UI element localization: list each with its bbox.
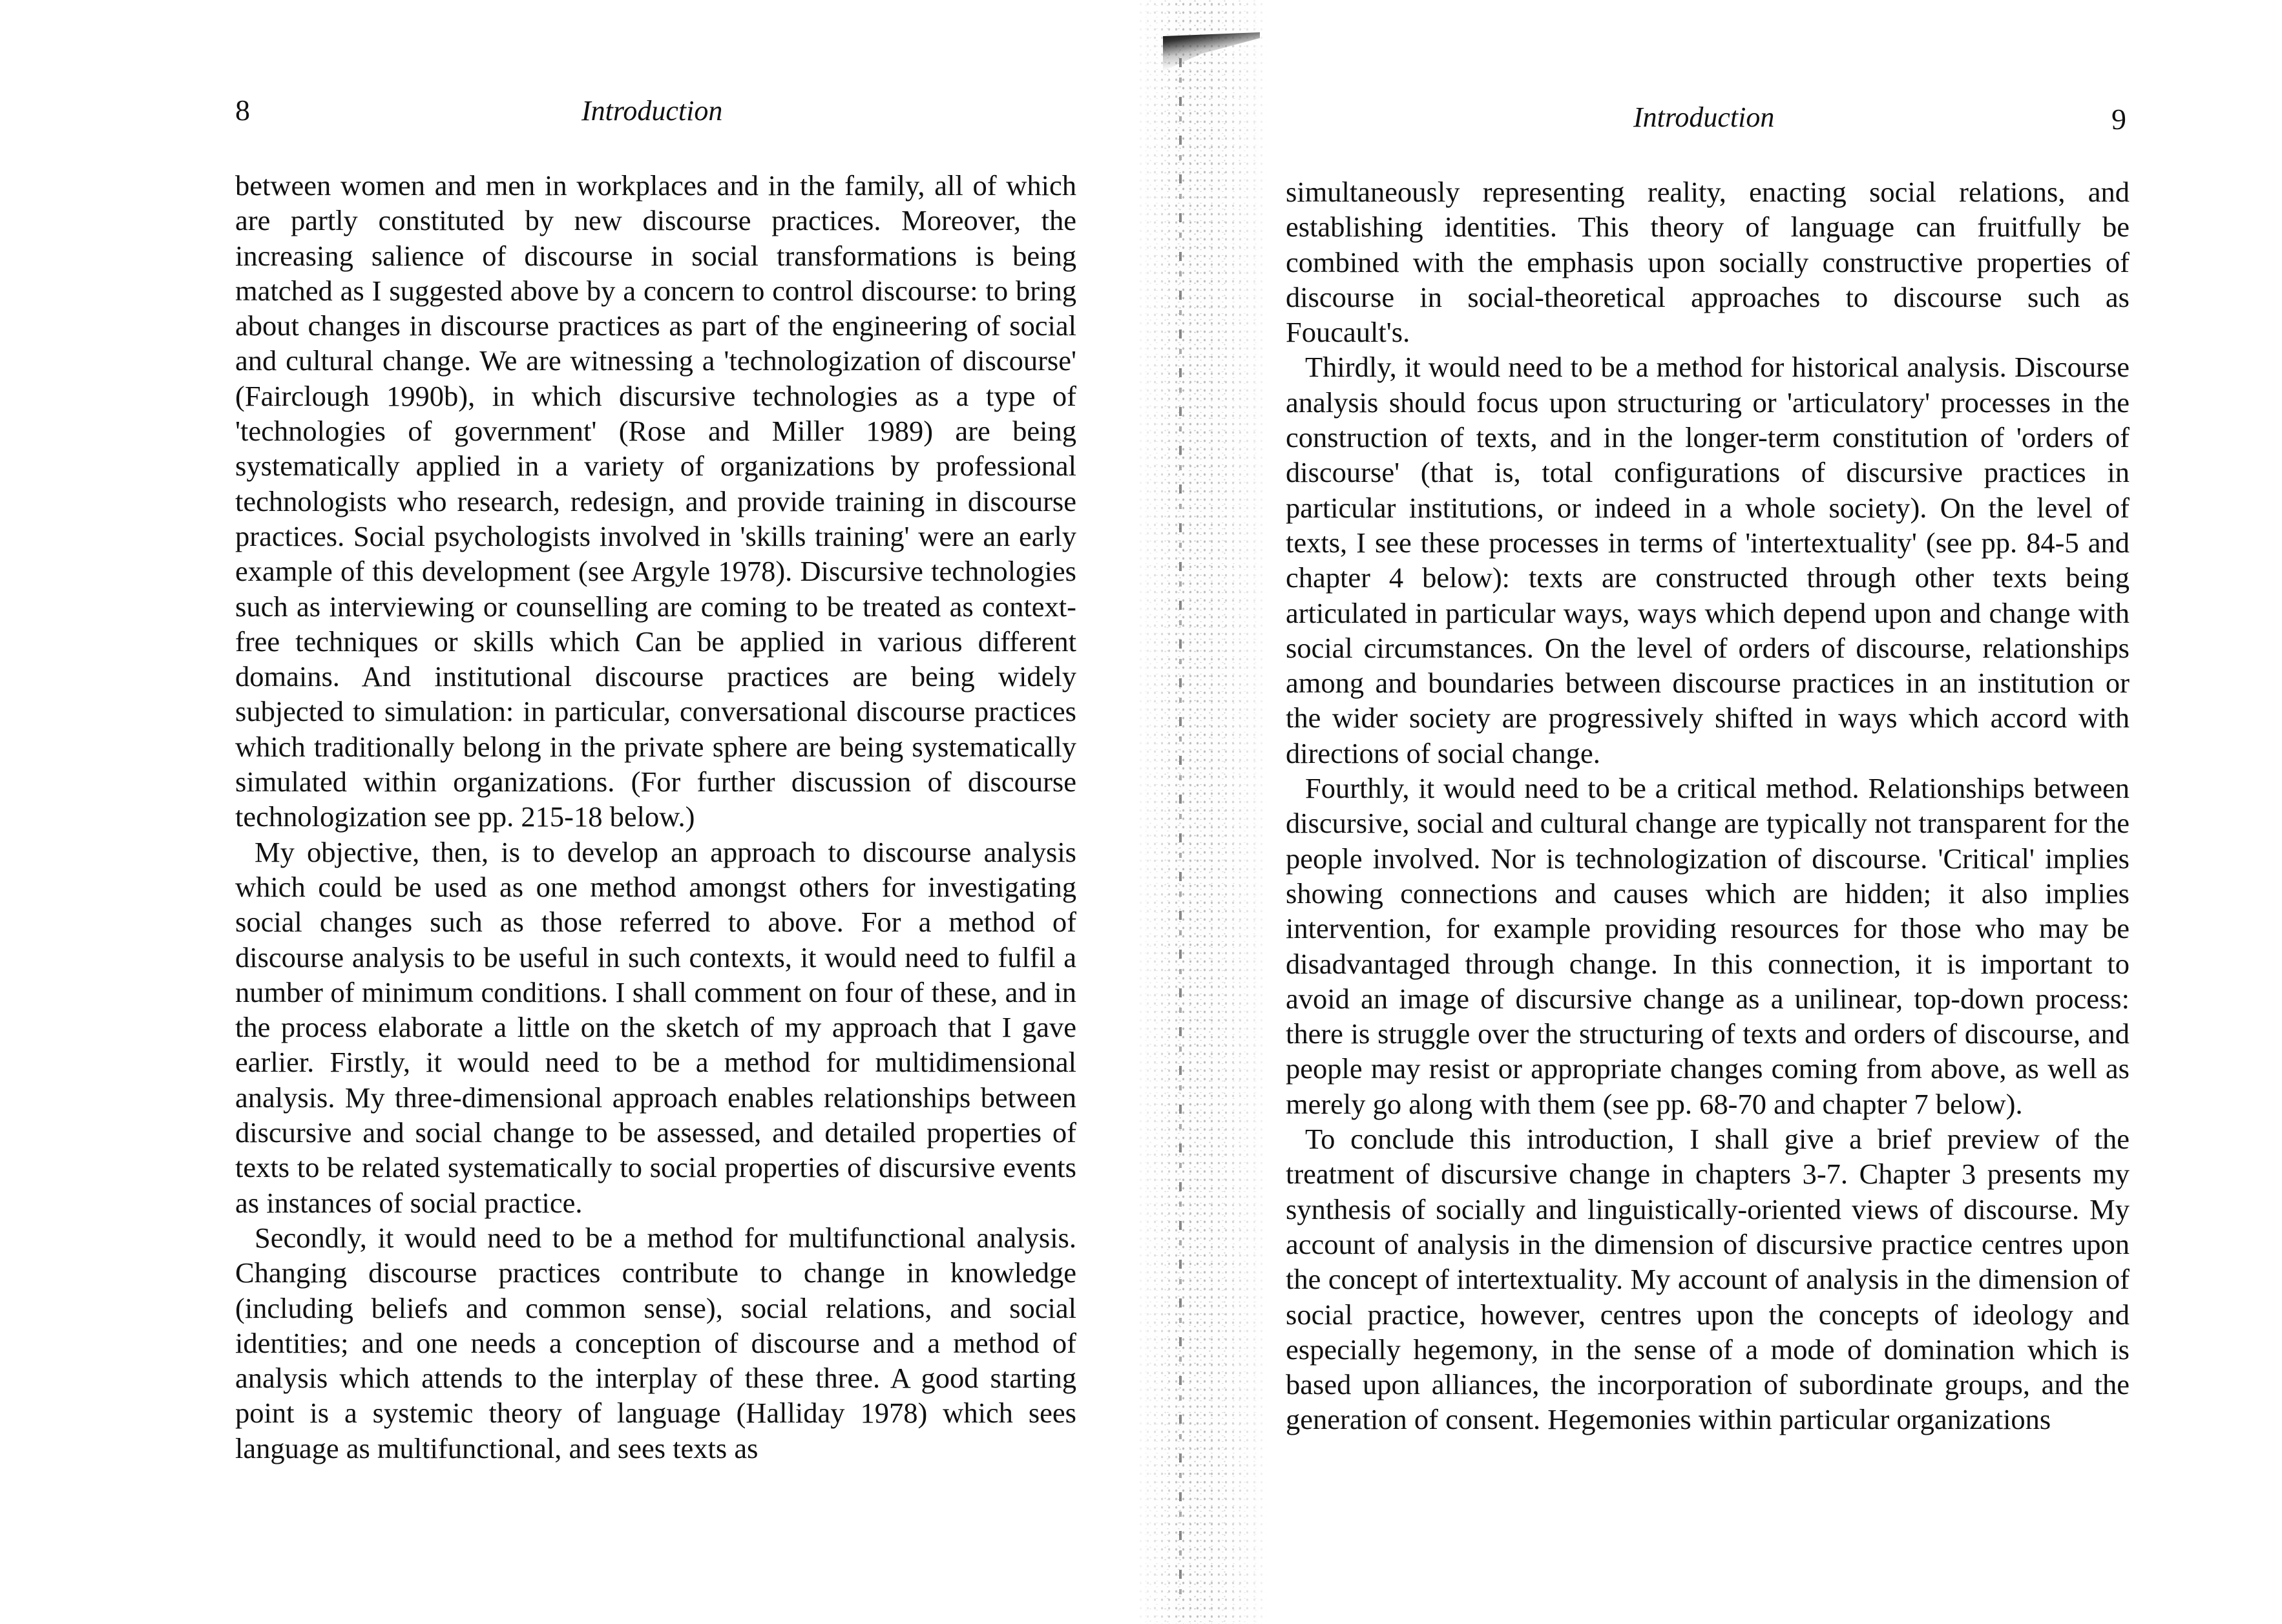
paragraph: To conclude this introduction, I shall give a brief preview of the treatment of discursive change in chapters 3-7. Chapter 3 presents my synthesis of socially and linguistically-oriented views of discourse. My account of analysis in the dimension of discursive practice centres upon the concept of intertextuality. My account of analysis in the dimension of social practice, however, centres upon the concepts of ideology and especially hegemony, in the sense of a mode of domination which is based upon alliances, the incorporation of subordinate groups, and the generation of consent. Hegemonies within particular organizations: [1286, 1123, 2130, 1436]
right-running-head: Introduction: [1633, 101, 1775, 133]
right-body-text: [1286, 174, 2130, 1437]
paragraph: Fourthly, it would need to be a critical method. Relationships between discursive, social and cultural change are typically not transparent for the people involved. Nor is technologization of discourse. 'Critical' implies showing connections and causes which are hidden; it also implies intervention, for example providing resources for those who may be disadvantaged through change. In this connection, it is important to avoid an image of discursive change as a unilinear, top-down process: there is struggle over the structuring of texts and orders of discourse, and people may resist or appropriate changes coming from above, as well as merely go along with them (see pp. 68-70 and chapter 7 below).: [1286, 772, 2130, 1120]
paragraph: simultaneously representing reality, enacting social relations, and establishing identities. This theory of language can fruitfully be combined with the emphasis upon socially constructive properties of discourse in social-theoretical approaches to discourse such as Foucault's.: [1286, 176, 2130, 349]
gutter-binding-line: [1179, 58, 1182, 1608]
left-page-number: 8: [235, 94, 250, 127]
right-page-number: 9: [2111, 103, 2126, 136]
left-page: [0, 0, 1137, 1624]
paragraph: Secondly, it would need to be a method for multifunctional analysis. Changing discourse practices contribute to change in knowledge (including beliefs and common sense), social relations, and social identities; and one needs a conception of discourse and a method of analysis which attends to the interplay of these three. A good starting point is a systemic theory of language (Halliday 1978) which sees language as multifunctional, and sees texts as: [235, 1221, 1076, 1464]
left-body-text: [235, 168, 1076, 1466]
paragraph: between women and men in workplaces and in the family, all of which are partly constituted by new discourse practices. Moreover, the increasing salience of discourse in social transformations is being matched as I suggested above by a concern to control discourse: to bring about changes in discourse practices as part of the engineering of social and cultural change. We are witnessing a 'technologization of discourse' (Fairclough 1990b), in which discursive technologies as a type of 'technologies of government' (Rose and Miller 1989) are being systematically applied in a variety of organizations by professional technologists who research, redesign, and provide training in discourse practices. Social psychologists involved in 'skills training' were an early example of this development (see Argyle 1978). Discursive technologies such as interviewing or counselling are coming to be treated as context-free techniques or skills which Can be applied in various different domains. And institutional discourse practices are being widely subjected to simulation: in particular, conversational discourse practices which traditionally belong in the private sphere are being systematically simulated within organizations. (For further discussion of discourse technologization see pp. 215-18 below.): [235, 169, 1076, 833]
paragraph: My objective, then, is to develop an approach to discourse analysis which could be used as one method amongst others for investigating social changes such as those referred to above. For a method of discourse analysis to be useful in such contexts, it would need to fulfil a number of minimum conditions. I shall comment on four of these, and in the process elaborate a little on the sketch of my approach that I gave earlier. Firstly, it would need to be a method for multidimensional analysis. My three-dimensional approach enables relationships between discursive and social change to be assessed, and detailed properties of texts to be related systematically to social properties of discursive events as instances of social practice.: [235, 835, 1076, 1219]
left-running-head: Introduction: [581, 95, 723, 127]
paragraph: Thirdly, it would need to be a method for historical analysis. Discourse analysis should focus upon structuring or 'articulatory' processes in the construction of texts, and in the longer-term constitution of 'orders of discourse' (that is, total configurations of discursive practices in particular institutions, or indeed in a whole society). On the level of texts, I see these processes in terms of 'intertextuality' (see pp. 84-5 and chapter 4 below): texts are constructed through other texts being articulated in particular ways, ways which depend upon and change with social circumstances. On the level of orders of discourse, relationships among and boundaries between discourse practices in an institution or the wider society are progressively shifted in ways which accord with directions of social change.: [1286, 351, 2130, 769]
